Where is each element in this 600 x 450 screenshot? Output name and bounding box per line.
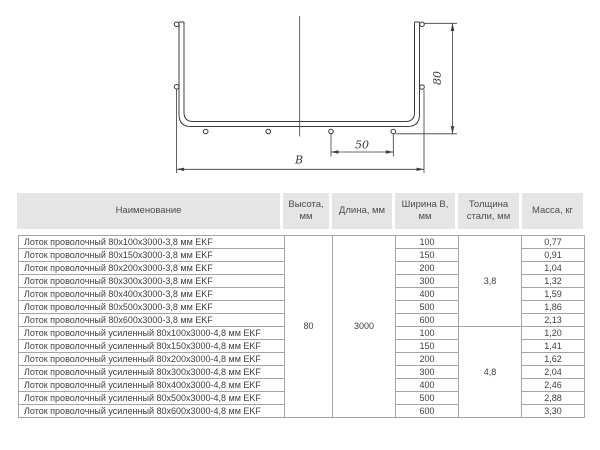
wire-circle-bottom-1: [203, 129, 208, 134]
cell-width: 400: [396, 288, 459, 301]
arrow-height-bottom: [451, 126, 455, 134]
header-cell-length: Длина, мм: [332, 193, 392, 229]
tray-cross-section-drawing: [0, 0, 600, 192]
cell-name: Лоток проволочный 80x300x3000-3,8 мм EKF: [19, 275, 285, 288]
table-row: [19, 236, 585, 249]
cell-mass: 0,77: [522, 236, 585, 249]
wire-circle-bottom-3: [329, 129, 334, 134]
header-cell-width: Ширина B, мм: [395, 193, 455, 229]
cell-mass: 1,59: [522, 288, 585, 301]
wire-circle-bottom-2: [266, 129, 271, 134]
cell-name: Лоток проволочный усиленный 80x500x3000-4,8 мм EKF: [19, 392, 285, 405]
cell-width: 150: [396, 340, 459, 353]
cell-thickness: 4,8: [459, 327, 522, 418]
cell-height: 80: [285, 236, 333, 418]
cell-mass: 1,32: [522, 275, 585, 288]
cell-name: Лоток проволочный 80x400x3000-3,8 мм EKF: [19, 288, 285, 301]
dimension-arrows: [177, 23, 455, 171]
cell-name: Лоток проволочный усиленный 80x300x3000-4,8 мм EKF: [19, 366, 285, 379]
wire-circle-mid-left: [174, 85, 179, 90]
cell-mass: 1,04: [522, 262, 585, 275]
cell-name: Лоток проволочный 80x500x3000-3,8 мм EKF: [19, 301, 285, 314]
cell-width: 500: [396, 392, 459, 405]
dimension-height-label: 80: [431, 71, 444, 85]
cell-name: Лоток проволочный 80x200x3000-3,8 мм EKF: [19, 262, 285, 275]
tray-outer-profile: [179, 22, 420, 127]
height-dimension-line: [396, 23, 458, 134]
wire-circle-top-right: [420, 22, 425, 27]
cell-name: Лоток проволочный усиленный 80x600x3000-4,8 мм EKF: [19, 405, 285, 418]
cell-width: 600: [396, 314, 459, 327]
cell-width: 100: [396, 327, 459, 340]
arrow-pitch-right: [386, 150, 394, 153]
arrow-height-top: [451, 23, 455, 31]
cell-name: Лоток проволочный усиленный 80x200x3000-4,8 мм EKF: [19, 353, 285, 366]
cell-length: 3000: [333, 236, 396, 418]
arrow-width-left: [177, 168, 185, 171]
cell-width: 500: [396, 301, 459, 314]
cell-name: Лоток проволочный 80x600x3000-3,8 мм EKF: [19, 314, 285, 327]
dimension-pitch-label: 50: [355, 138, 369, 152]
cell-mass: 1,86: [522, 301, 585, 314]
cell-width: 200: [396, 262, 459, 275]
cell-mass: 2,13: [522, 314, 585, 327]
cell-width: 600: [396, 405, 459, 418]
header-cell-mass: Масса, кг: [522, 193, 583, 229]
cell-name: Лоток проволочный усиленный 80x150x3000-4,8 мм EKF: [19, 340, 285, 353]
header-cell-thickness: Толщина стали, мм: [458, 193, 519, 229]
cell-mass: 2,04: [522, 366, 585, 379]
cell-width: 100: [396, 236, 459, 249]
header-cell-name: Наименование: [17, 193, 280, 229]
arrow-pitch-left: [331, 150, 339, 153]
cell-name: Лоток проволочный усиленный 80x400x3000-4,8 мм EKF: [19, 379, 285, 392]
cell-mass: 3,30: [522, 405, 585, 418]
cell-width: 400: [396, 379, 459, 392]
cell-width: 150: [396, 249, 459, 262]
header-cell-height: Высота, мм: [283, 193, 329, 229]
cell-name: Лоток проволочный усиленный 80x100x3000-4,8 мм EKF: [19, 327, 285, 340]
wire-circle-top-left: [174, 22, 179, 27]
tray-inner-profile: [184, 22, 415, 122]
cell-width: 300: [396, 366, 459, 379]
cell-mass: 1,20: [522, 327, 585, 340]
cell-name: Лоток проволочный 80x100x3000-3,8 мм EKF: [19, 236, 285, 249]
products-table: [18, 235, 585, 418]
cell-name: Лоток проволочный 80x150x3000-3,8 мм EKF: [19, 249, 285, 262]
cell-thickness: 3,8: [459, 236, 522, 327]
cell-mass: 1,62: [522, 353, 585, 366]
dimension-width-label: B: [294, 153, 304, 167]
cell-width: 200: [396, 353, 459, 366]
technical-drawing: [0, 0, 600, 192]
cell-width: 300: [396, 275, 459, 288]
arrow-width-right: [417, 168, 425, 171]
cell-mass: 1,41: [522, 340, 585, 353]
cell-mass: 2,88: [522, 392, 585, 405]
wire-circle-mid-right: [420, 85, 425, 90]
cell-mass: 0,91: [522, 249, 585, 262]
table-header: [17, 193, 583, 229]
cell-mass: 2,46: [522, 379, 585, 392]
wire-circle-bottom-4: [391, 129, 396, 134]
